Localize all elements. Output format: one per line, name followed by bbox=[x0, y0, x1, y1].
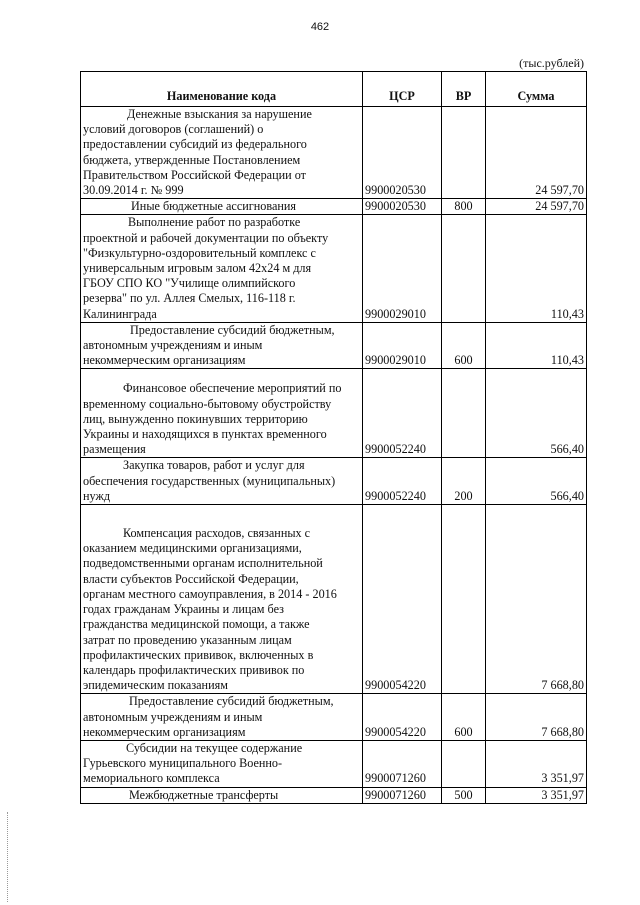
row-name: Компенсация расходов, связанных с оказанием медицинскими организациями, подведомственными органам исполнительной власти субъектов Российской Федерации, органам местного самоуправления, в 2014 - 2016 годах гражданам Украины и лицам без гражданства медицинской помощи, а также затрат по проведению указанным лицам профилактических прививок, включенных в календарь профилактических прививок по эпидемическим показаниям bbox=[81, 505, 363, 694]
header-vr: ВР bbox=[442, 72, 486, 107]
row-name: Финансовое обеспечение мероприятий по временному социально-бытовому обустройству лиц, вынужденно покинувших территорию Украины и находящихся в пунктах временного размещения bbox=[81, 369, 363, 458]
row-name: Денежные взыскания за нарушение условий договоров (соглашений) о предоставлении субсидий из федерального бюджета, утвержденные Постановлением Правительством Российской Федерации от 30.09.2014 г. № 999 bbox=[81, 107, 363, 199]
row-vr: 500 bbox=[442, 787, 486, 803]
row-csr: 9900071260 bbox=[363, 740, 442, 787]
row-csr: 9900029010 bbox=[363, 215, 442, 322]
row-name: Межбюджетные трансферты bbox=[81, 787, 363, 803]
row-csr: 9900054220 bbox=[363, 505, 442, 694]
row-csr: 9900052240 bbox=[363, 458, 442, 505]
table-row bbox=[81, 215, 587, 322]
row-vr bbox=[442, 369, 486, 458]
row-vr bbox=[442, 505, 486, 694]
row-vr bbox=[442, 215, 486, 322]
table-row bbox=[81, 369, 587, 458]
row-sum: 7 668,80 bbox=[486, 694, 587, 741]
row-sum: 110,43 bbox=[486, 322, 587, 369]
row-vr: 600 bbox=[442, 694, 486, 741]
table-row bbox=[81, 740, 587, 787]
row-sum: 110,43 bbox=[486, 215, 587, 322]
row-sum: 566,40 bbox=[486, 458, 587, 505]
row-sum: 566,40 bbox=[486, 369, 587, 458]
row-name: Выполнение работ по разработке проектной и рабочей документации по объекту "Физкультурно-оздоровительный комплекс с универсальным игровым залом 42х24 м для ГБОУ СПО КО "Училище олимпийского резерва" по ул. Аллея Смелых, 116-118 г. Калининграда bbox=[81, 215, 363, 322]
table-row bbox=[81, 458, 587, 505]
row-name: Закупка товаров, работ и услуг для обеспечения государственных (муниципальных) нужд bbox=[81, 458, 363, 505]
row-sum: 7 668,80 bbox=[486, 505, 587, 694]
scan-edge-marks bbox=[7, 812, 11, 902]
row-csr: 9900020530 bbox=[363, 199, 442, 215]
table-row bbox=[81, 505, 587, 694]
page-number: 462 bbox=[310, 21, 330, 33]
units-label: (тыс.рублей) bbox=[519, 56, 584, 70]
row-vr bbox=[442, 107, 486, 199]
row-vr: 800 bbox=[442, 199, 486, 215]
row-name: Субсидии на текущее содержание Гурьевского муниципального Военно- мемориального комплекса bbox=[81, 740, 363, 787]
header-sum: Сумма bbox=[486, 72, 587, 107]
table-header-row bbox=[81, 72, 587, 107]
row-sum: 3 351,97 bbox=[486, 787, 587, 803]
row-csr: 9900029010 bbox=[363, 322, 442, 369]
row-name: Иные бюджетные ассигнования bbox=[81, 199, 363, 215]
row-vr: 600 bbox=[442, 322, 486, 369]
row-vr: 200 bbox=[442, 458, 486, 505]
table-row bbox=[81, 199, 587, 215]
row-sum: 24 597,70 bbox=[486, 107, 587, 199]
row-csr: 9900054220 bbox=[363, 694, 442, 741]
table-row bbox=[81, 694, 587, 741]
row-name: Предоставление субсидий бюджетным, автономным учреждениям и иным некоммерческим организациям bbox=[81, 322, 363, 369]
header-name: Наименование кода bbox=[81, 72, 363, 107]
table-row bbox=[81, 787, 587, 803]
row-csr: 9900071260 bbox=[363, 787, 442, 803]
row-vr bbox=[442, 740, 486, 787]
row-csr: 9900052240 bbox=[363, 369, 442, 458]
row-csr: 9900020530 bbox=[363, 107, 442, 199]
header-csr: ЦСР bbox=[363, 72, 442, 107]
table-row bbox=[81, 322, 587, 369]
table-row bbox=[81, 107, 587, 199]
row-sum: 24 597,70 bbox=[486, 199, 587, 215]
row-name: Предоставление субсидий бюджетным, автономным учреждениям и иным некоммерческим организациям bbox=[81, 694, 363, 741]
row-sum: 3 351,97 bbox=[486, 740, 587, 787]
budget-table bbox=[80, 71, 587, 804]
